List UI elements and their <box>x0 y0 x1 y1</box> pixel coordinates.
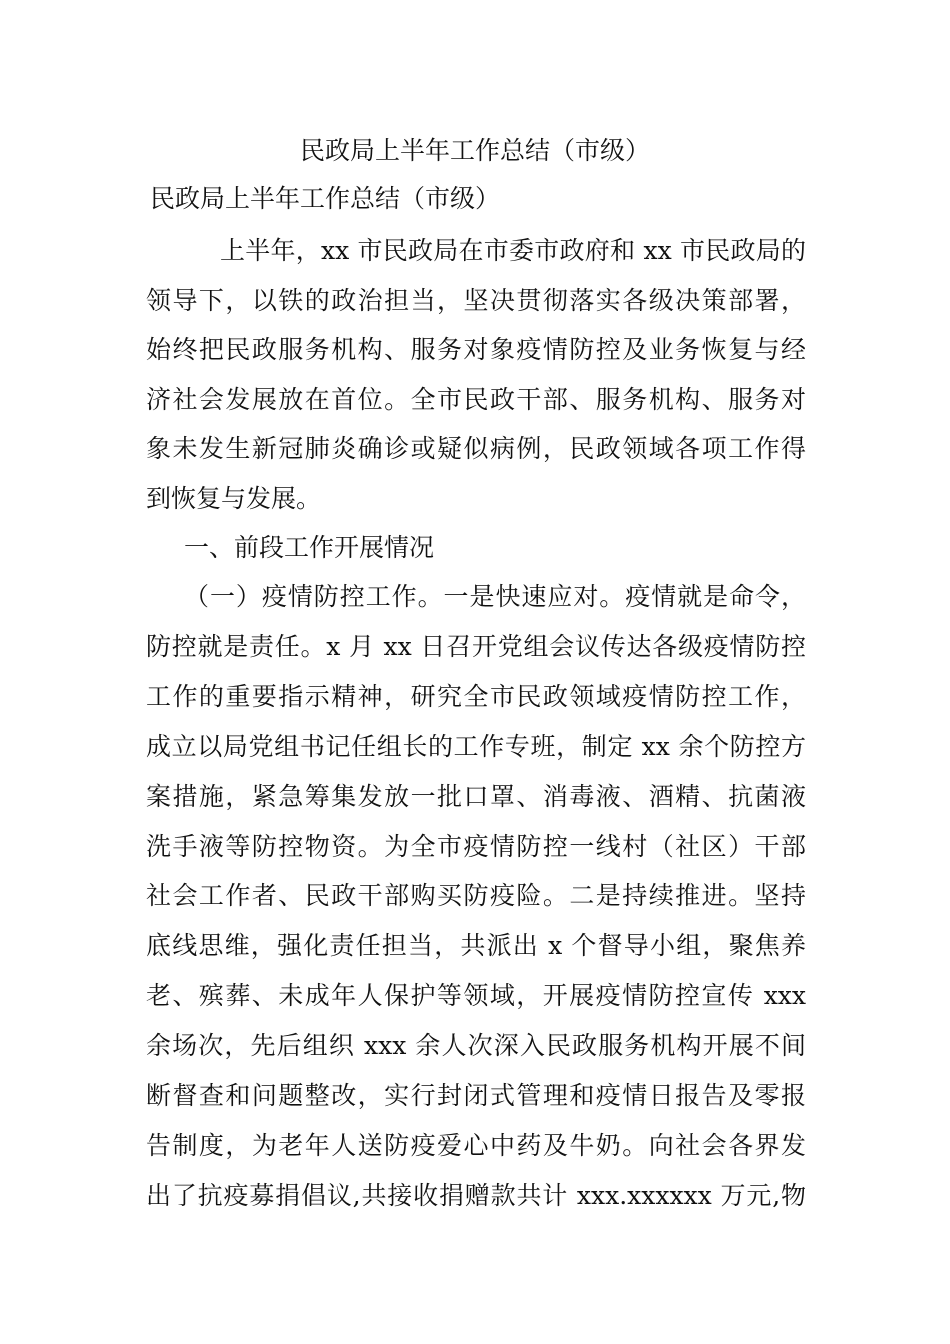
paragraph-line: 底线思维，强化责任担当，共派出 x 个督导小组，聚焦养 <box>146 931 806 961</box>
paragraph-line: 领导下，以铁的政治担当，坚决贯彻落实各级决策部署， <box>146 285 806 315</box>
paragraph-line: 余场次，先后组织 xxx 余人次深入民政服务机构开展不间 <box>146 1031 806 1061</box>
paragraph-line: 社会工作者、民政干部购买防疫险。二是持续推进。坚持 <box>146 881 806 911</box>
paragraph-line: 案措施，紧急筹集发放一批口罩、消毒液、酒精、抗菌液 <box>146 781 806 811</box>
document-title: 民政局上半年工作总结（市级） <box>299 136 650 165</box>
paragraph-line: 告制度，为老年人送防疫爱心中药及牛奶。向社会各界发 <box>146 1130 806 1160</box>
paragraph-line: 象未发生新冠肺炎确诊或疑似病例，民政领域各项工作得 <box>146 434 806 464</box>
paragraph-line: 出了抗疫募捐倡议,共接收捐赠款共计 xxx.xxxxxx 万元,物 <box>146 1180 806 1210</box>
paragraph-line: 济社会发展放在首位。全市民政干部、服务机构、服务对 <box>146 384 806 414</box>
paragraph-line: 防控就是责任。x 月 xx 日召开党组会议传达各级疫情防控 <box>146 631 806 661</box>
paragraph-line: 老、殡葬、未成年人保护等领域，开展疫情防控宣传 xxx <box>146 981 806 1011</box>
paragraph-line: 始终把民政服务机构、服务对象疫情防控及业务恢复与经 <box>146 335 806 365</box>
paragraph-line: 上半年，xx 市民政局在市委市政府和 xx 市民政局的 <box>220 236 806 265</box>
document-subtitle: 民政局上半年工作总结（市级） <box>150 184 501 213</box>
paragraph-line: 工作的重要指示精神，研究全市民政领域疫情防控工作， <box>146 681 806 711</box>
paragraph-line: 到恢复与发展。 <box>146 484 322 513</box>
section-heading: 一、前段工作开展情况 <box>184 533 435 562</box>
paragraph-line: 成立以局党组书记任组长的工作专班，制定 xx 余个防控方 <box>146 731 806 761</box>
paragraph-line: 洗手液等防控物资。为全市疫情防控一线村（社区）干部 <box>146 831 806 861</box>
paragraph-line: 断督查和问题整改，实行封闭式管理和疫情日报告及零报 <box>146 1081 806 1110</box>
paragraph-line: （一）疫情防控工作。一是快速应对。疫情就是命令， <box>184 582 806 611</box>
